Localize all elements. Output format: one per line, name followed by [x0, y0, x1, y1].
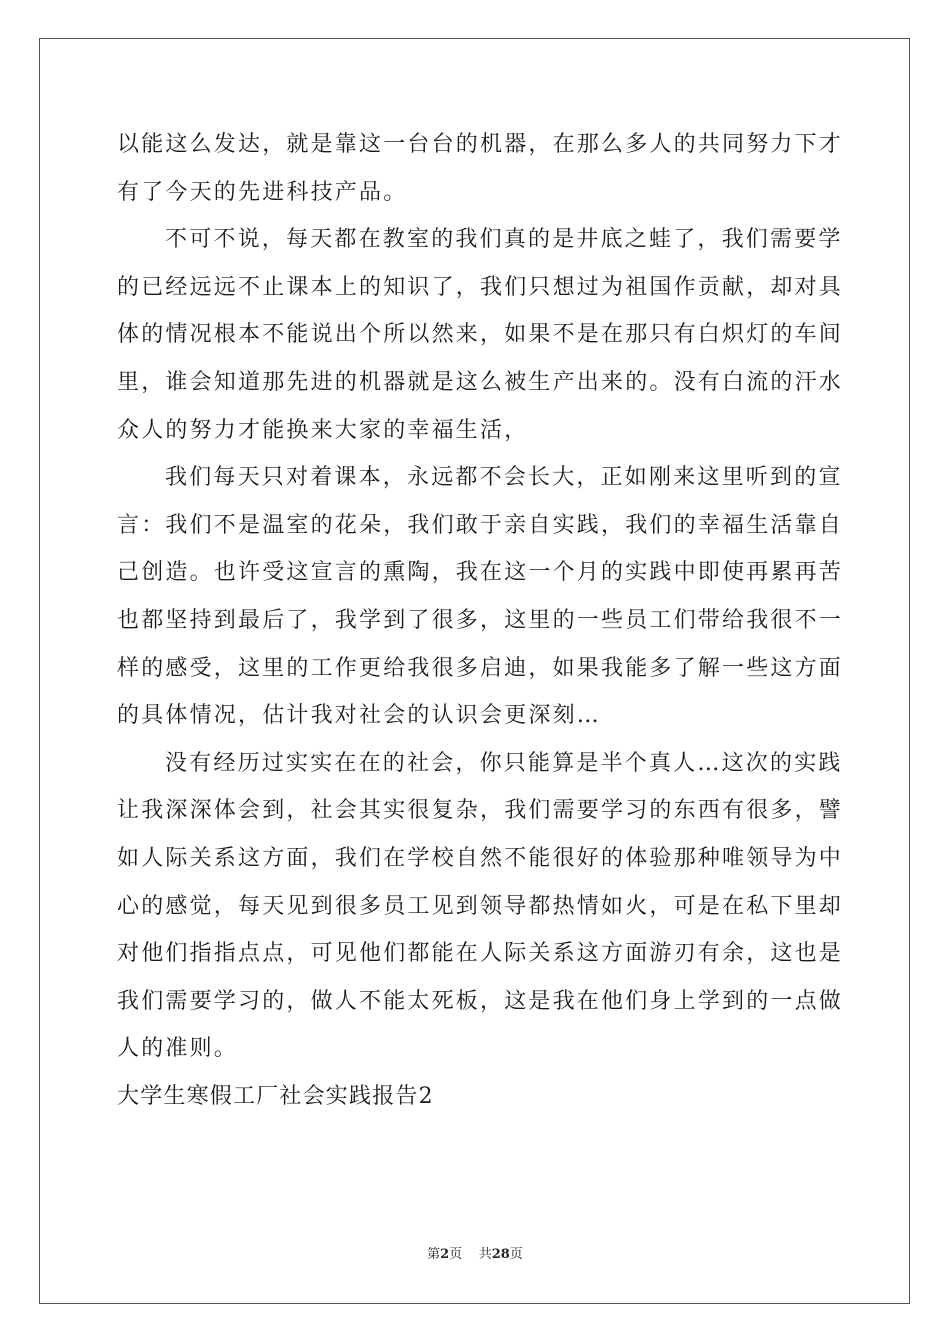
page-suffix: 页 — [449, 1247, 463, 1262]
text-line: 众人的努力才能换来大家的幸福生活， — [117, 417, 529, 443]
total-pages: 28 — [491, 1247, 510, 1262]
section-heading: 大学生寒假工厂社会实践报告2 — [117, 1083, 434, 1109]
text-line: 人的准则。 — [117, 1036, 239, 1062]
text-line: 样的感受，这里的工作更给我很多启迪，如果我能多了解一些这方面 — [117, 655, 844, 681]
text-line: 己创造。也许受这宣言的熏陶，我在这一个月的实践中即使再累再苦 — [117, 560, 844, 586]
paragraph-lines — [117, 121, 844, 1073]
text-line: 让我深深体会到，社会其实很复杂，我们需要学习的东西有很多，譬 — [117, 798, 844, 824]
text-line: 对他们指指点点，可见他们都能在人际关系这方面游刃有余，这也是 — [117, 941, 844, 967]
page-number: 2 — [440, 1247, 450, 1262]
text-line: 我们需要学习的，做人不能太死板，这是我在他们身上学到的一点做 — [117, 988, 844, 1014]
page-footer — [0, 1245, 950, 1265]
text-line: 体的情况根本不能说出个所以然来，如果不是在那只有白炽灯的车间 — [117, 322, 844, 348]
text-line: 有了今天的先进科技产品。 — [117, 179, 408, 205]
text-line: 里，谁会知道那先进的机器就是这么被生产出来的。没有白流的汗水 — [117, 369, 844, 395]
text-line: 不可不说，每天都在教室的我们真的是井底之蛙了，我们需要学 — [165, 227, 843, 253]
text-line: 以能这么发达，就是靠这一台台的机器，在那么多人的共同努力下才 — [117, 132, 844, 157]
text-line: 如人际关系这方面，我们在学校自然不能很好的体验那种唯领导为中 — [117, 845, 844, 871]
text-line: 也都坚持到最后了，我学到了很多，这里的一些员工们带给我很不一 — [117, 607, 844, 633]
text-line: 我们每天只对着课本，永远都不会长大，正如刚来这里听到的宣 — [165, 465, 843, 491]
document-body — [117, 121, 844, 1120]
text-line: 的具体情况，估计我对社会的认识会更深刻… — [117, 703, 602, 729]
total-prefix: 共 — [478, 1247, 492, 1262]
total-suffix: 页 — [509, 1247, 523, 1262]
text-line: 言：我们不是温室的花朵，我们敢于亲自实践，我们的幸福生活靠自 — [117, 512, 844, 538]
text-line: 没有经历过实实在在的社会，你只能算是半个真人…这次的实践 — [165, 750, 843, 776]
text-line: 的已经远远不止课本上的知识了，我们只想过为祖国作贡献，却对具 — [117, 274, 844, 300]
page-prefix: 第 — [427, 1247, 441, 1262]
text-line: 心的感觉，每天见到很多员工见到领导都热情如火，可是在私下里却 — [117, 893, 844, 919]
